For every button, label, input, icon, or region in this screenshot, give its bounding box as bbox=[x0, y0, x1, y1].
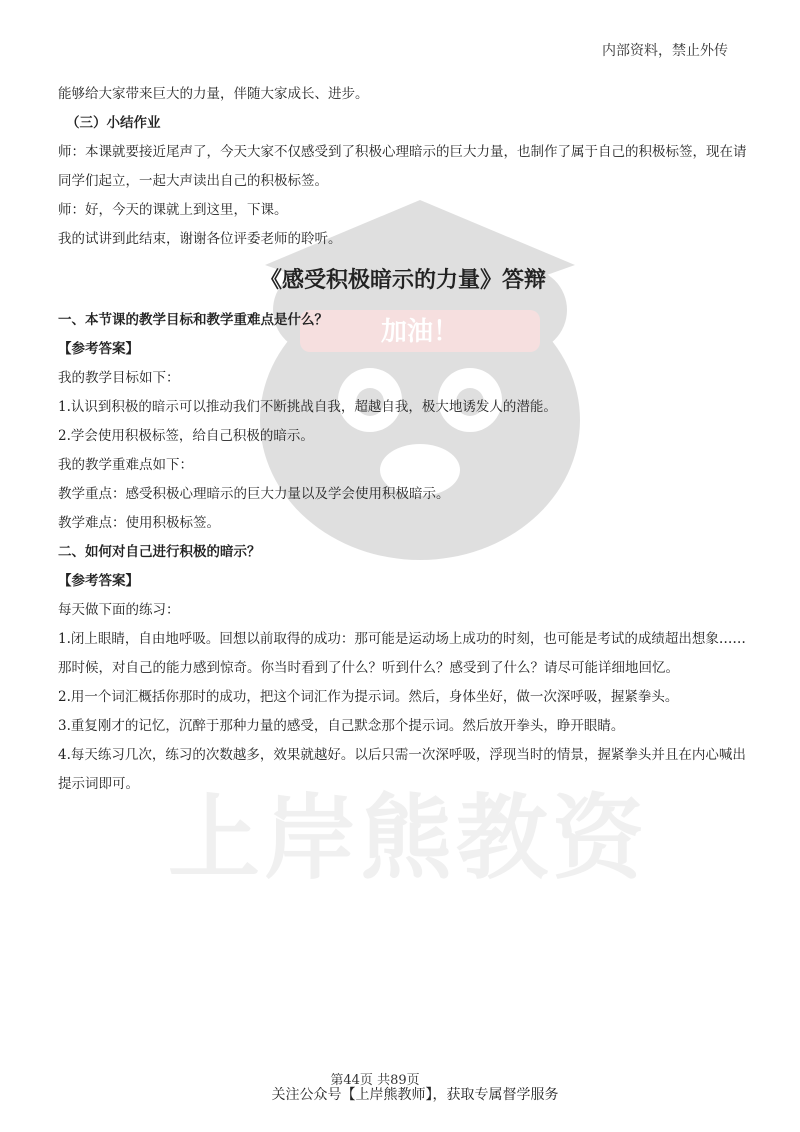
answer-line: 教学难点：使用积极标签。 bbox=[58, 515, 220, 531]
defense-title: 《感受积极暗示的力量》答辩 bbox=[259, 267, 546, 293]
promo-footer bbox=[0, 1084, 800, 1104]
question-heading: 二、如何对自己进行积极的暗示？ bbox=[58, 544, 261, 560]
answer-line: 每天做下面的练习： bbox=[58, 602, 180, 618]
answer-line: 3.重复刚才的记忆，沉醉于那种力量的感受，自己默念那个提示词。然后放开拳头，睁开眼睛。 bbox=[58, 718, 625, 734]
answer-line: 我的教学重难点如下： bbox=[58, 457, 193, 473]
answer-line: 2.学会使用积极标签，给自己积极的暗示。 bbox=[58, 428, 314, 444]
answer-label: 【参考答案】 bbox=[58, 573, 139, 589]
answer-line: 1.认识到积极的暗示可以推动我们不断挑战自我，超越自我，极大地诱发人的潜能。 bbox=[58, 399, 557, 415]
answer-line: 教学重点：感受积极心理暗示的巨大力量以及学会使用积极暗示。 bbox=[58, 486, 450, 502]
answer-label: 【参考答案】 bbox=[58, 341, 139, 357]
answer-line: 4.每天练习几次，练习的次数越多，效果就越好。以后只需一次深呼吸，浮现当时的情景，握紧拳头并且在内心喊出提示词即可。 bbox=[58, 747, 746, 792]
section-heading: （三）小结作业 bbox=[66, 115, 161, 131]
mascot-headband-text: 加油！ bbox=[380, 317, 460, 347]
page-number-text: 第44页 共89页 bbox=[330, 1073, 420, 1088]
confidential-note: 内部资料，禁止外传 bbox=[602, 43, 728, 59]
teacher-paragraph: 师：本课就要接近尾声了，今天大家不仅感受到了积极心理暗示的巨大力量，也制作了属于自己的积极标签，现在请同学们起立，一起大声读出自己的积极标签。 bbox=[58, 144, 747, 189]
brand-watermark: 上岸熊教资 bbox=[168, 785, 649, 892]
answer-line: 我的教学目标如下： bbox=[58, 370, 180, 386]
closing-paragraph: 我的试讲到此结束，谢谢各位评委老师的聆听。 bbox=[58, 231, 342, 247]
document-body bbox=[58, 80, 748, 799]
answer-line: 2.用一个词汇概括你那时的成功，把这个词汇作为提示词。然后，身体坐好，做一次深呼吸，握紧拳头。 bbox=[58, 689, 679, 705]
answer-line: 1.闭上眼睛，自由地呼吸。回想以前取得的成功：那可能是运动场上成功的时刻，也可能是考试的成绩超出想象……那时候，对自己的能力感到惊奇。你当时看到了什么？听到什么？感受到了什么？请尽可能详细地回忆。 bbox=[58, 631, 746, 676]
teacher-paragraph: 师：好，今天的课就上到这里，下课。 bbox=[58, 202, 288, 218]
question-heading: 一、本节课的教学目标和教学重难点是什么？ bbox=[58, 312, 328, 328]
continuation-line: 能够给大家带来巨大的力量，伴随大家成长、进步。 bbox=[58, 86, 369, 102]
promo-text: 关注公众号【上岸熊教师】，获取专属督学服务 bbox=[271, 1087, 559, 1103]
